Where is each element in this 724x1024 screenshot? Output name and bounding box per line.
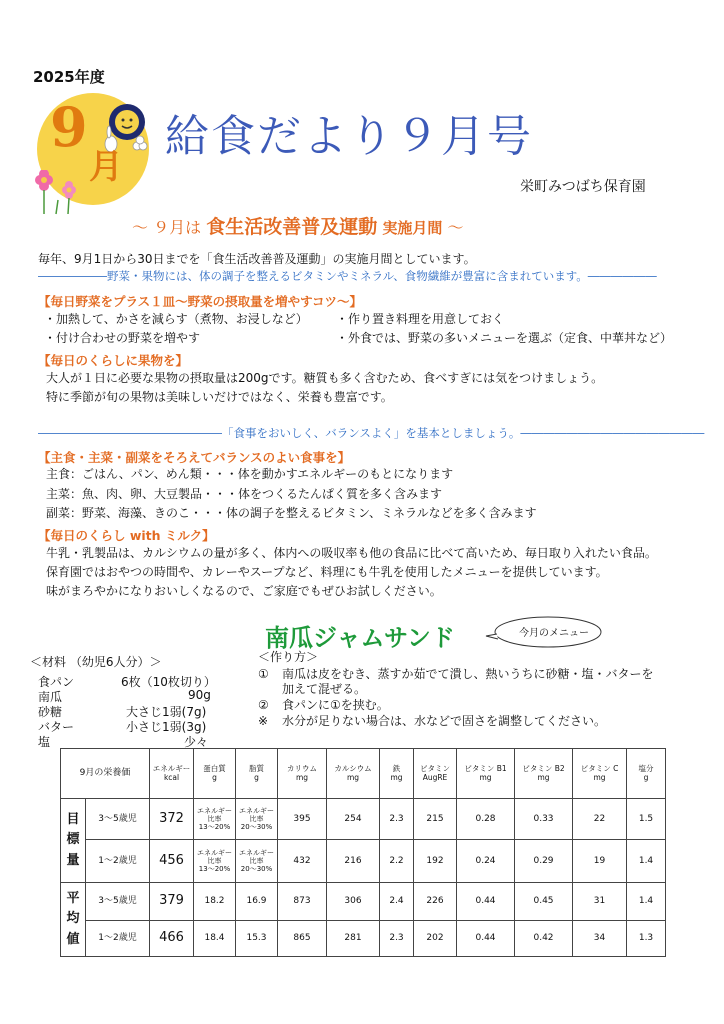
value-cell: 873 <box>278 883 327 921</box>
value-cell: 1.5 <box>627 799 666 840</box>
value-cell: 1.4 <box>627 840 666 883</box>
value-cell: 0.44 <box>457 883 515 921</box>
age-cell: 1～2歳児 <box>86 921 150 957</box>
page-title: 給食だより９月号 <box>165 111 533 162</box>
recipe-title: 南瓜ジャムサンド <box>265 624 455 652</box>
step-mark: ※ <box>258 714 269 728</box>
paragraph-line: 主菜：魚、肉、卵、大豆製品・・・体をつくるたんぱく質を多く含みます <box>46 487 443 501</box>
ingredient-name: バター <box>38 720 75 734</box>
nutrition-table <box>60 748 666 957</box>
protein-cell: 18.2 <box>194 883 236 921</box>
value-cell: 1.3 <box>627 921 666 957</box>
value-cell: 31 <box>573 883 627 921</box>
value-cell: 306 <box>327 883 380 921</box>
bubble-text: 今月のメニュー <box>519 628 589 639</box>
value-cell: 19 <box>573 840 627 883</box>
header-cell: ビタミン B1 mg <box>457 749 515 799</box>
school-name: 栄町みつばち保育園 <box>520 179 646 195</box>
table-row <box>61 840 666 883</box>
fat-cell: 16.9 <box>236 883 278 921</box>
paragraph-line: 大人が１日に必要な果物の摂取量は200gです。糖質も多く含むため、食べすぎには気をつけましょう。 <box>46 371 604 385</box>
campaign-name: 食生活改善普及運動 <box>206 216 378 238</box>
ingredient-name: 食パン <box>38 675 75 689</box>
paragraph-line: 主食：ごはん、パン、めん類・・・体を動かすエネルギーのもとになります <box>46 467 454 481</box>
paragraph-line: 特に季節が旬の果物は美味しいだけではなく、栄養も豊富です。 <box>46 390 393 404</box>
table-row <box>61 883 666 921</box>
tip-item: ・加熱して、かさを減らす（煮物、お浸しなど） <box>44 312 308 326</box>
step-mark: ① <box>258 667 269 681</box>
tip-item: ・作り置き料理を用意しておく <box>336 312 505 326</box>
step-text: 加えて混ぜる。 <box>282 682 367 696</box>
value-cell: 0.45 <box>515 883 573 921</box>
value-cell: 395 <box>278 799 327 840</box>
campaign-prefix: ～ ９月は <box>132 218 207 237</box>
intro-text: 毎年、9月1日から30日までを「食生活改善普及運動」の実施月間としています。 <box>38 252 476 266</box>
section-heading-vegetables: 【毎日野菜をプラス１皿～野菜の摂取量を増やすコツ～】 <box>38 294 363 309</box>
table-title: 9月の栄養価 <box>61 749 150 799</box>
value-cell: 0.28 <box>457 799 515 840</box>
value-cell: 22 <box>573 799 627 840</box>
value-cell: 0.44 <box>457 921 515 957</box>
header-cell: 蛋白質 g <box>194 749 236 799</box>
value-cell: 2.3 <box>380 799 414 840</box>
paragraph-line: 副菜：野菜、海藻、きのこ・・・体の調子を整えるビタミン、ミネラルなどを多く含みます <box>46 506 537 520</box>
ingredient-amount: 大さじ1弱(7g) <box>126 705 207 719</box>
paragraph-line: 牛乳・乳製品は、カルシウムの量が多く、体内への吸収率も他の食品に比べて高いため、毎日取り入れたい食品。 <box>46 546 657 560</box>
header-cell: ビタミン AugRE <box>414 749 457 799</box>
header-cell: カリウム mg <box>278 749 327 799</box>
header-cell: カルシウム mg <box>327 749 380 799</box>
group-label-target: 目 標 量 <box>61 799 86 883</box>
badge-number: 9 <box>50 95 88 159</box>
value-cell: 2.2 <box>380 840 414 883</box>
header-cell: エネルギー kcal <box>150 749 194 799</box>
header-cell: ビタミン C mg <box>573 749 627 799</box>
value-cell: 0.42 <box>515 921 573 957</box>
table-row <box>61 921 666 957</box>
fiscal-year: 2025年度 <box>33 68 105 86</box>
divider-vegetables: ――――――野菜・果物には、体の調子を整えるビタミンやミネラル、食物繊維が豊富に含まれています。―――――― <box>38 269 657 283</box>
value-cell: 0.33 <box>515 799 573 840</box>
tip-item: ・外食では、野菜の多いメニューを選ぶ（定食、中華丼など） <box>336 331 673 345</box>
tip-item: ・付け合わせの野菜を増やす <box>44 331 201 345</box>
paragraph-line: 味がまろやかになりおいしくなるので、ご家庭でもぜひお試しください。 <box>46 584 442 598</box>
ingredient-name: 砂糖 <box>38 705 63 719</box>
value-cell: 215 <box>414 799 457 840</box>
value-cell: 226 <box>414 883 457 921</box>
energy-cell: 379 <box>150 883 194 921</box>
step-mark: ② <box>258 698 269 712</box>
value-cell: 34 <box>573 921 627 957</box>
ingredient-amount: 90g <box>188 688 211 702</box>
protein-cell: 18.4 <box>194 921 236 957</box>
protein-cell: エネルギー 比率 13～20% <box>194 799 236 840</box>
paragraph-line: 保育園ではおやつの時間や、カレーやスープなど、料理にも牛乳を使用したメニューを提供しています。 <box>46 565 608 579</box>
header-cell: 脂質 g <box>236 749 278 799</box>
header-cell: ビタミン B2 mg <box>515 749 573 799</box>
campaign-suffix-strong: 実施月間 <box>377 219 443 237</box>
energy-cell: 456 <box>150 840 194 883</box>
value-cell: 432 <box>278 840 327 883</box>
section-heading-milk: 【毎日のくらし with ミルク】 <box>38 528 215 543</box>
fat-cell: エネルギー 比率 20～30% <box>236 840 278 883</box>
value-cell: 2.3 <box>380 921 414 957</box>
ingredient-amount: 少々 <box>184 735 209 749</box>
age-cell: 3～5歳児 <box>86 883 150 921</box>
group-label-average: 平 均 値 <box>61 883 86 957</box>
value-cell: 192 <box>414 840 457 883</box>
value-cell: 281 <box>327 921 380 957</box>
value-cell: 0.29 <box>515 840 573 883</box>
age-cell: 3～5歳児 <box>86 799 150 840</box>
value-cell: 216 <box>327 840 380 883</box>
table-header-row <box>61 749 666 799</box>
ingredient-amount: 小さじ1弱(3g) <box>126 720 207 734</box>
step-text: 南瓜は皮をむき、蒸すか茹でて潰し、熱いうちに砂糖・塩・バターを <box>282 667 654 681</box>
ingredient-name: 南瓜 <box>38 690 63 704</box>
cosmos-flower-icon <box>28 170 88 215</box>
value-cell: 865 <box>278 921 327 957</box>
section-heading-balance: 【主食・主菜・副菜をそろえてバランスのよい食事を】 <box>38 450 351 465</box>
protein-cell: エネルギー 比率 13～20% <box>194 840 236 883</box>
step-text: 食パンに①を挟む。 <box>282 698 389 712</box>
value-cell: 202 <box>414 921 457 957</box>
steps-heading: ＜作り方＞ <box>258 650 319 664</box>
age-cell: 1～2歳児 <box>86 840 150 883</box>
value-cell: 254 <box>327 799 380 840</box>
value-cell: 2.4 <box>380 883 414 921</box>
campaign-suffix: ～ <box>442 218 464 237</box>
fat-cell: 15.3 <box>236 921 278 957</box>
fat-cell: エネルギー 比率 20～30% <box>236 799 278 840</box>
ingredient-name: 塩 <box>38 735 51 749</box>
badge-month: 月 <box>89 147 123 187</box>
value-cell: 0.24 <box>457 840 515 883</box>
ingredient-amount: 6枚（10枚切り） <box>121 675 216 689</box>
energy-cell: 466 <box>150 921 194 957</box>
table-row <box>61 799 666 840</box>
energy-cell: 372 <box>150 799 194 840</box>
divider-balance: ――――――――――――――――「食事をおいしく、バランスよく」を基本としましょう。―――――――――――――――― <box>38 426 705 440</box>
value-cell: 1.4 <box>627 883 666 921</box>
header-cell: 鉄 mg <box>380 749 414 799</box>
step-text: 水分が足りない場合は、水などで固さを調整してください。 <box>282 714 607 728</box>
header-cell: 塩分 g <box>627 749 666 799</box>
section-heading-fruits: 【毎日のくらしに果物を】 <box>38 353 189 368</box>
ingredients-heading: ＜材料 （幼児6人分）＞ <box>30 655 162 669</box>
campaign-banner <box>132 212 464 239</box>
